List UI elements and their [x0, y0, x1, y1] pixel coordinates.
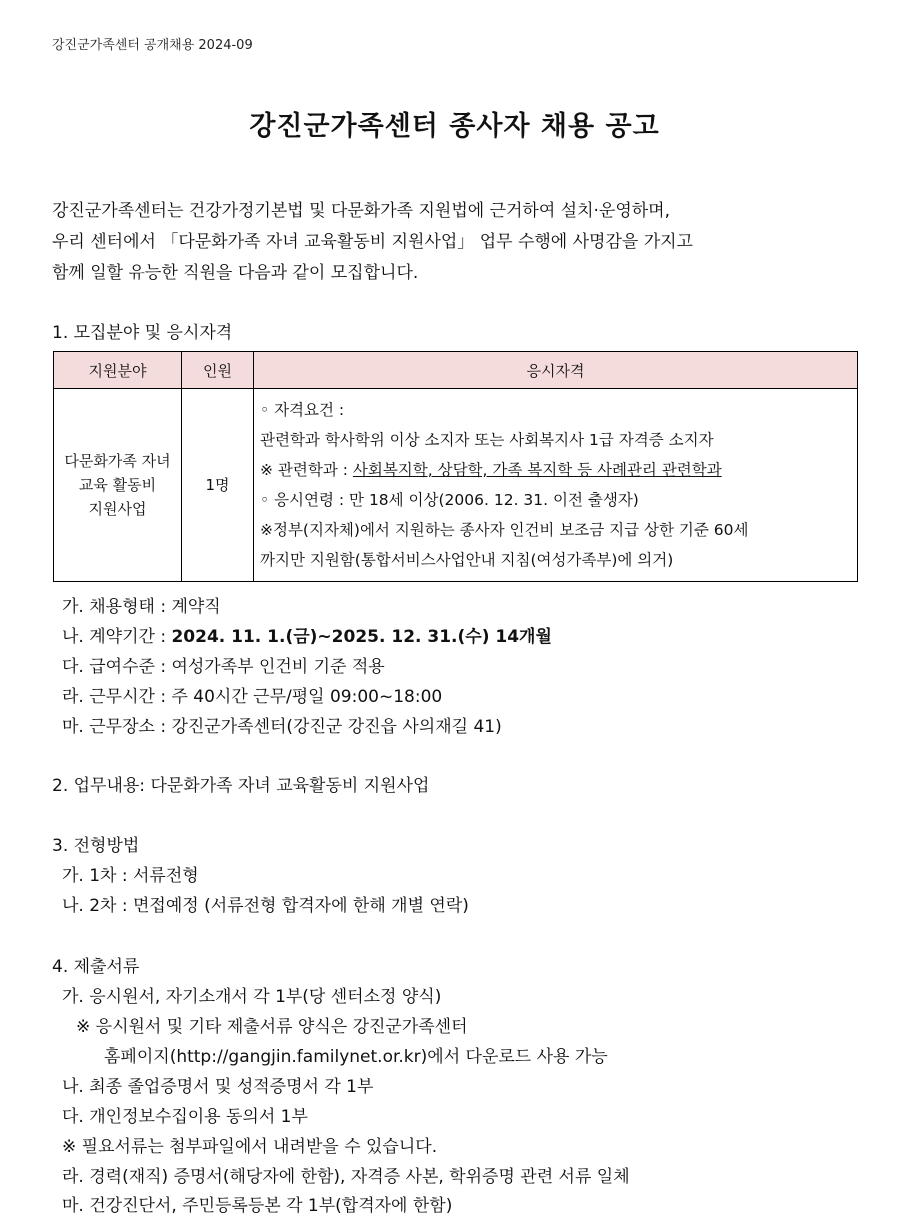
item-value: 강진군가족센터(강진군 강진읍 사의재길 41) — [171, 717, 502, 737]
qualification-line: ◦ 응시연령 : 만 18세 이상(2006. 12. 31. 이전 출생자) — [260, 491, 639, 509]
section-3-heading: 3. 전형방법 — [52, 836, 140, 856]
item-label: 다. 급여수준 : — [62, 657, 172, 677]
list-note: 홈페이지(http://gangjin.familynet.or.kr)에서 다운로드 사용 가능 — [104, 1047, 608, 1067]
qualification-table — [53, 351, 858, 582]
intro-line: 강진군가족센터는 건강가정기본법 및 다문화가족 지원법에 근거하여 설치·운영하며, — [52, 201, 670, 221]
section-2-heading: 2. 업무내용: 다문화가족 자녀 교육활동비 지원사업 — [52, 776, 430, 796]
field-cell — [54, 389, 182, 582]
item-value: 여성가족부 인건비 기준 적용 — [171, 657, 385, 677]
list-item: 가. 응시원서, 자기소개서 각 1부(당 센터소정 양식) — [62, 987, 442, 1007]
qualification-cell — [254, 389, 858, 582]
work-place — [62, 712, 502, 737]
table-header-row — [54, 352, 858, 389]
item-label: 나. 계약기간 : — [62, 627, 172, 647]
list-item: 라. 경력(재직) 증명서(해당자에 한함), 자격증 사본, 학위증명 관련 서류 일체 — [62, 1167, 630, 1187]
qualification-line: 관련학과 학사학위 이상 소지자 또는 사회복지사 1급 자격증 소지자 — [260, 431, 714, 449]
section-4-heading: 4. 제출서류 — [52, 957, 140, 977]
intro-line: 우리 센터에서 「다문화가족 자녀 교육활동비 지원사업」 업무 수행에 사명감을 가지고 — [52, 232, 693, 252]
related-major-list: 사회복지학, 상담학, 가족 복지학 등 사례관리 관련학과 — [352, 461, 722, 479]
item-label: 라. 근무시간 : — [62, 687, 172, 707]
section-1-heading: 1. 모집분야 및 응시자격 — [52, 323, 233, 343]
field-line: 지원사업 — [88, 500, 147, 518]
document-header: 강진군가족센터 공개채용 2024-09 — [52, 38, 253, 53]
item-value: 주 40시간 근무/평일 09:00~18:00 — [171, 687, 443, 707]
table-header: 지원분야 — [54, 352, 182, 389]
page-title: 강진군가족센터 종사자 채용 공고 — [249, 111, 660, 142]
qualification-line: 까지만 지원함(통합서비스사업안내 지침(여성가족부)에 의거) — [260, 551, 674, 569]
list-item: 가. 1차 : 서류전형 — [62, 866, 199, 886]
table-header: 응시자격 — [254, 352, 858, 389]
employment-type — [62, 592, 221, 617]
table-header: 인원 — [182, 352, 254, 389]
intro-line: 함께 일할 유능한 직원을 다음과 같이 모집합니다. — [52, 263, 419, 283]
contract-period — [62, 622, 552, 647]
list-item: 다. 개인정보수집이용 동의서 1부 — [62, 1107, 308, 1127]
work-hours — [62, 682, 442, 707]
count-cell: 1명 — [182, 389, 254, 582]
list-note: ※ 필요서류는 첨부파일에서 내려받을 수 있습니다. — [62, 1137, 438, 1157]
field-line: 다문화가족 자녀 — [64, 452, 171, 470]
qualification-line: ◦ 자격요건 : — [260, 401, 345, 419]
item-value: 2024. 11. 1.(금)~2025. 12. 31.(수) 14개월 — [171, 627, 552, 647]
qualification-line — [260, 455, 851, 485]
item-label: 마. 근무장소 : — [62, 717, 172, 737]
qualification-line: ※정부(지자체)에서 지원하는 종사자 인건비 보조금 지급 상한 기준 60세 — [260, 521, 749, 539]
related-major-label: ※ 관련학과 : — [260, 461, 353, 479]
intro-paragraph — [52, 196, 858, 289]
list-item: 나. 최종 졸업증명서 및 성적증명서 각 1부 — [62, 1077, 374, 1097]
item-value: 계약직 — [171, 597, 221, 617]
list-note: ※ 응시원서 및 기타 제출서류 양식은 강진군가족센터 — [76, 1017, 468, 1037]
salary-level — [62, 652, 385, 677]
field-line: 교육 활동비 — [78, 476, 157, 494]
list-item: 마. 건강진단서, 주민등록등본 각 1부(합격자에 한함) — [62, 1196, 453, 1216]
item-label: 가. 채용형태 : — [62, 597, 172, 617]
table-row — [54, 389, 858, 582]
list-item: 나. 2차 : 면접예정 (서류전형 합격자에 한해 개별 연락) — [62, 896, 469, 916]
